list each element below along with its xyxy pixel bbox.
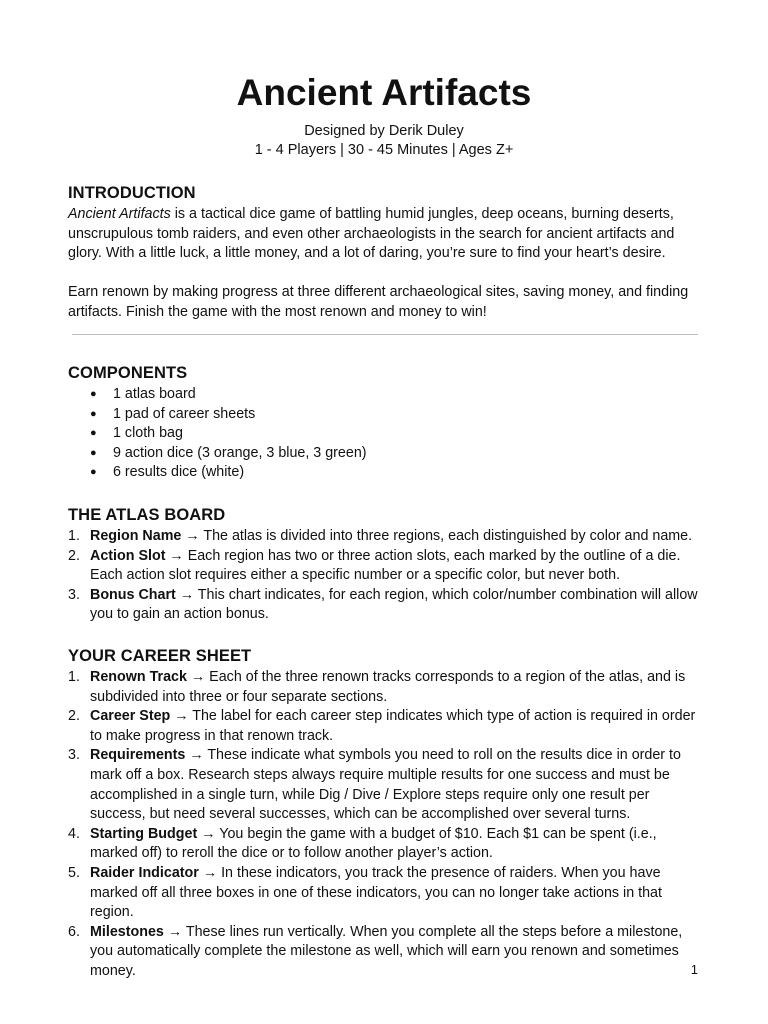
- atlas-board-heading: THE ATLAS BOARD: [68, 506, 226, 524]
- page-number: 1: [690, 962, 698, 977]
- designer-credit: Designed by Derik Duley: [304, 123, 464, 139]
- list-item: 1. Renown Track → Each of the three renown tracks corresponds to a region of the atlas, and is subdivided into three or four separate sections.: [68, 669, 686, 705]
- list-item: 1. Region Name → The atlas is divided into three regions, each distinguished by color and name.: [68, 528, 693, 544]
- career-sheet-list: [68, 668, 708, 982]
- section-divider: [72, 334, 698, 335]
- bullet-icon: ●: [90, 388, 97, 400]
- bullet-icon: ●: [90, 466, 97, 479]
- list-item: 5. Raider Indicator → In these indicators, you track the presence of raiders. When you have marked off all three boxes in one of these indicators, you can no longer take actions in that region.: [68, 864, 662, 921]
- game-title-italic: Ancient Artifacts: [68, 206, 171, 222]
- list-item: 3. Bonus Chart → This chart indicates, for each region, which color/number combination will allow you to gain an action bonus.: [68, 586, 698, 623]
- introduction-paragraph-1: [68, 205, 708, 264]
- introduction-paragraph-1-text: is a tactical dice game of battling humid jungles, deep oceans, burning deserts, unscrupulous tomb raiders, and even other archaeologists in the search for ancient artifacts and glory. With a little luck, a little money, and a lot of daring, you’re sure to find your heart’s desire.: [68, 206, 675, 262]
- list-item: 2. Career Step → The label for each career step indicates which type of action is required in order to make progress in that renown track.: [68, 708, 696, 744]
- game-meta-info: 1 - 4 Players | 30 - 45 Minutes | Ages Z+: [254, 142, 514, 158]
- list-item: 4. Starting Budget → You begin the game with a budget of $10. Each $1 can be spent (i.e., marked off) to reroll the dice or to follow another player’s action.: [68, 825, 657, 862]
- list-item: ● 1 cloth bag: [68, 424, 668, 444]
- list-item: ● 1 pad of career sheets: [68, 405, 668, 425]
- list-item: ● 6 results dice (white): [68, 463, 668, 483]
- list-item: 2. Action Slot → Each region has two or three action slots, each marked by the outline of a die. Each action slot requires either a specific number or a specific color, but never both.: [68, 547, 681, 584]
- bullet-icon: ●: [90, 407, 97, 420]
- career-sheet-heading: YOUR CAREER SHEET: [68, 647, 252, 665]
- components-list: [68, 385, 668, 483]
- bullet-icon: ●: [90, 446, 97, 459]
- bullet-icon: ●: [90, 427, 97, 440]
- list-item: ● 9 action dice (3 orange, 3 blue, 3 green): [68, 444, 668, 464]
- components-heading: COMPONENTS: [68, 364, 188, 382]
- list-item: 3. Requirements → These indicate what symbols you need to roll on the results dice in order to mark off a box. Research steps always require multiple results for one success and must be accomplished in a single turn, while Dig / Dive / Explore steps require only one result per success, but need several successes, which can be accomplished over several turns.: [68, 747, 681, 823]
- introduction-heading: INTRODUCTION: [68, 184, 196, 202]
- list-item: 6. Milestones → These lines run vertically. When you complete all the steps before a milestone, you automatically complete the milestone as well, which will earn you renown and sometimes money.: [68, 923, 683, 979]
- list-item: ● 1 atlas board: [68, 385, 668, 405]
- document-title: Ancient Artifacts: [236, 72, 532, 113]
- introduction-paragraph-2: Earn renown by making progress at three different archaeological sites, saving money, and finding artifacts. Finish the game with the most renown and money to win!: [68, 284, 689, 320]
- atlas-board-list: [68, 527, 708, 625]
